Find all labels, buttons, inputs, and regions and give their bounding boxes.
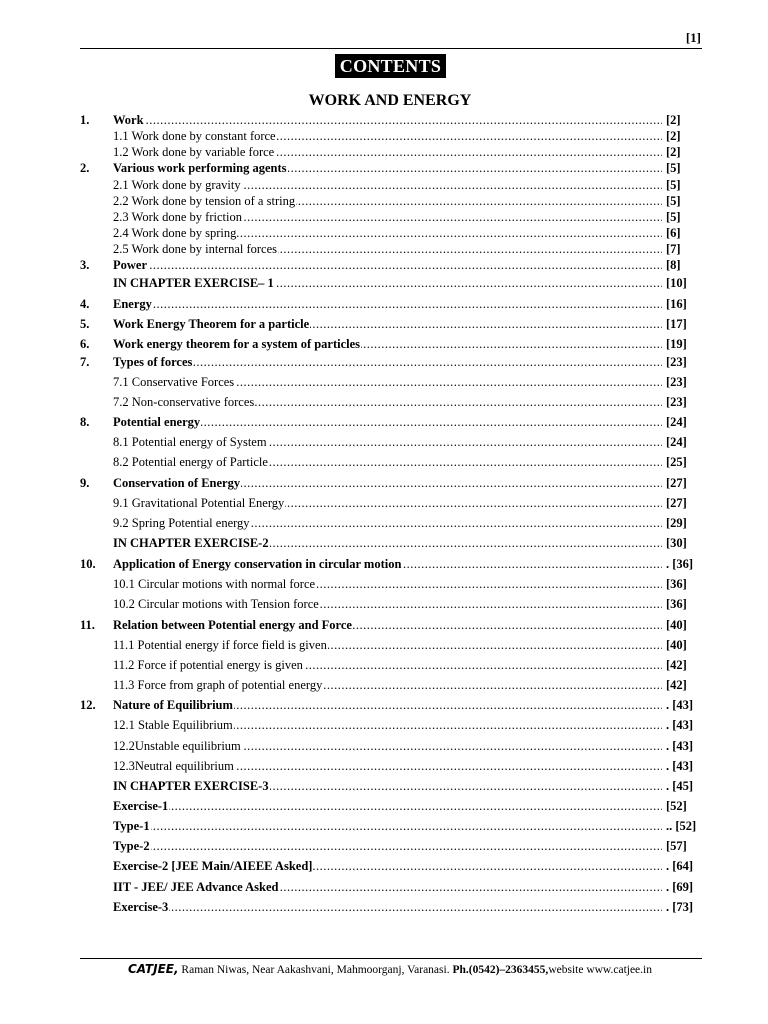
toc-title: 11.1 Potential energy if force field is given	[113, 638, 327, 652]
toc-number: 6.	[80, 337, 90, 351]
toc-page: [42]	[666, 677, 702, 694]
toc-title: 1.2 Work done by variable force	[113, 145, 275, 159]
contents-heading: CONTENTS	[335, 54, 446, 78]
toc-row	[0, 556, 768, 573]
dot-leader	[113, 798, 662, 815]
toc-row	[0, 738, 768, 755]
toc-title: Conservation of Energy	[113, 476, 241, 490]
toc-row	[0, 193, 768, 210]
toc-row	[0, 177, 768, 194]
dot-leader	[113, 296, 662, 313]
toc-page: [40]	[666, 637, 702, 654]
toc-number: 12.	[80, 698, 96, 712]
toc-row	[0, 778, 768, 795]
toc-title: Work Energy Theorem for a particle	[113, 317, 310, 331]
toc-number: 9.	[80, 476, 90, 490]
toc-row	[0, 475, 768, 492]
toc-title: Exercise-2 [JEE Main/AIEEE Asked]	[113, 859, 313, 873]
toc-title: 2.5 Work done by internal forces	[113, 242, 277, 256]
page-number: [1]	[685, 30, 701, 45]
dot-leader	[113, 838, 662, 855]
toc-page: [24]	[666, 414, 702, 431]
toc-row	[0, 838, 768, 855]
toc-title: 9.2 Spring Potential energy	[113, 516, 250, 530]
toc-row	[0, 515, 768, 532]
toc-title: IN CHAPTER EXERCISE-2	[113, 536, 269, 550]
toc-row	[0, 495, 768, 512]
toc-row	[0, 336, 768, 353]
toc-row	[0, 394, 768, 411]
toc-page: [29]	[666, 515, 702, 532]
toc-row	[0, 798, 768, 815]
toc-row	[0, 657, 768, 674]
toc-title: 11.3 Force from graph of potential energy	[113, 678, 323, 692]
toc-page: [5]	[666, 209, 702, 226]
toc-title: Type-2	[113, 839, 150, 853]
toc-row	[0, 858, 768, 875]
toc-row	[0, 434, 768, 451]
toc-row	[0, 316, 768, 333]
toc-row	[0, 758, 768, 775]
toc-number: 3.	[80, 258, 90, 272]
toc-title: 12.3Neutral equilibrium	[113, 759, 234, 773]
toc-page: . [64]	[666, 858, 702, 875]
toc-page: [24]	[666, 434, 702, 451]
toc-title: Nature of Equilibrium	[113, 698, 233, 712]
toc-title: Work energy theorem for a system of particles	[113, 337, 361, 351]
footer-website: website www.catjee.in	[548, 964, 652, 976]
toc-row	[0, 241, 768, 258]
toc-title: Potential energy	[113, 415, 201, 429]
toc-page: [5]	[666, 160, 702, 177]
toc-number: 4.	[80, 297, 90, 311]
toc-title: Exercise-1	[113, 799, 169, 813]
toc-row	[0, 112, 768, 129]
toc-page: . [43]	[666, 697, 702, 714]
toc-page: [42]	[666, 657, 702, 674]
toc-title: 2.3 Work done by friction	[113, 210, 242, 224]
toc-row	[0, 160, 768, 177]
toc-title: IIT - JEE/ JEE Advance Asked	[113, 880, 279, 894]
toc-page: [23]	[666, 394, 702, 411]
toc-page: [2]	[666, 112, 702, 129]
toc-title: IN CHAPTER EXERCISE-3	[113, 779, 269, 793]
toc-page: . [69]	[666, 879, 702, 896]
toc-title: Relation between Potential energy and Force	[113, 618, 352, 632]
dot-leader	[113, 899, 662, 916]
toc-title: Various work performing agents	[113, 161, 287, 175]
toc-page: [36]	[666, 596, 702, 613]
toc-row	[0, 576, 768, 593]
toc-row	[0, 535, 768, 552]
toc-row	[0, 414, 768, 431]
header-rule	[80, 48, 702, 49]
toc-page: [17]	[666, 316, 702, 333]
toc-title: Energy	[113, 297, 152, 311]
toc-page: [8]	[666, 257, 702, 274]
toc-page: [7]	[666, 241, 702, 258]
toc-title: Exercise-3	[113, 900, 169, 914]
toc-title: 8.1 Potential energy of System	[113, 435, 267, 449]
toc-page: . [45]	[666, 778, 702, 795]
toc-page: . [43]	[666, 717, 702, 734]
toc-number: 1.	[80, 113, 90, 127]
footer	[0, 962, 768, 976]
toc-page: [6]	[666, 225, 702, 242]
toc-row	[0, 697, 768, 714]
toc-title: 12.1 Stable Equilibrium	[113, 718, 233, 732]
dot-leader	[113, 354, 662, 371]
toc-page: [52]	[666, 798, 702, 815]
toc-row	[0, 225, 768, 242]
toc-title: 11.2 Force if potential energy is given	[113, 658, 303, 672]
toc-row	[0, 899, 768, 916]
toc-row	[0, 209, 768, 226]
toc-row	[0, 144, 768, 161]
toc-row	[0, 677, 768, 694]
toc-number: 2.	[80, 161, 90, 175]
toc-number: 10.	[80, 557, 96, 571]
toc-page: [16]	[666, 296, 702, 313]
toc-page: . [36]	[666, 556, 702, 573]
toc-row	[0, 617, 768, 634]
toc-title: 7.1 Conservative Forces	[113, 375, 235, 389]
toc-page: [23]	[666, 354, 702, 371]
chapter-title: WORK AND ENERGY	[308, 92, 472, 109]
toc-row	[0, 717, 768, 734]
toc-title: Types of forces	[113, 355, 193, 369]
toc-page: .. [52]	[666, 818, 702, 835]
toc-number: 5.	[80, 317, 90, 331]
toc-title: Type-1	[113, 819, 150, 833]
toc-title: IN CHAPTER EXERCISE– 1	[113, 276, 274, 290]
toc-row	[0, 257, 768, 274]
dot-leader	[113, 112, 662, 129]
toc-page: . [73]	[666, 899, 702, 916]
toc-page: [2]	[666, 144, 702, 161]
toc-page: . [43]	[666, 738, 702, 755]
toc-row	[0, 818, 768, 835]
toc-page: [27]	[666, 495, 702, 512]
toc-title: 12.2Unstable equilibrium	[113, 739, 241, 753]
toc-title: 10.2 Circular motions with Tension force	[113, 597, 319, 611]
toc-title: Power	[113, 258, 148, 272]
toc-number: 11.	[80, 618, 95, 632]
dot-leader	[113, 257, 662, 274]
toc-number: 7.	[80, 355, 90, 369]
toc-page: [30]	[666, 535, 702, 552]
toc-page: [25]	[666, 454, 702, 471]
footer-phone: Ph.(0542)–2363455,	[452, 964, 549, 976]
toc-title: 2.1 Work done by gravity	[113, 178, 241, 192]
footer-address: Raman Niwas, Near Aakashvani, Mahmoorganj, Varanasi.	[178, 964, 453, 976]
toc-title: 2.4 Work done by spring	[113, 226, 237, 240]
toc-title: 8.2 Potential energy of Particle	[113, 455, 268, 469]
toc-row	[0, 354, 768, 371]
toc-title: Work	[113, 113, 144, 127]
toc-title: Application of Energy conservation in circular motion	[113, 557, 402, 571]
toc-row	[0, 275, 768, 292]
toc-page: [5]	[666, 177, 702, 194]
toc-page: [57]	[666, 838, 702, 855]
toc-page: [5]	[666, 193, 702, 210]
toc-page: [19]	[666, 336, 702, 353]
toc-page: [23]	[666, 374, 702, 391]
toc-title: 10.1 Circular motions with normal force	[113, 577, 316, 591]
toc-title: 7.2 Non-conservative forces	[113, 395, 255, 409]
toc-row	[0, 374, 768, 391]
toc-row	[0, 879, 768, 896]
toc-row	[0, 296, 768, 313]
toc-page: [36]	[666, 576, 702, 593]
toc-page: . [43]	[666, 758, 702, 775]
toc-title: 9.1 Gravitational Potential Energy	[113, 496, 285, 510]
footer-brand: CATJEE,	[127, 962, 179, 976]
toc-row	[0, 128, 768, 145]
dot-leader	[113, 818, 662, 835]
toc-number: 8.	[80, 415, 90, 429]
toc-title: 2.2 Work done by tension of a string	[113, 194, 296, 208]
toc-title: 1.1 Work done by constant force	[113, 129, 276, 143]
footer-rule	[80, 958, 702, 959]
toc-page: [40]	[666, 617, 702, 634]
toc-row	[0, 637, 768, 654]
toc-page: [10]	[666, 275, 702, 292]
toc-page: [27]	[666, 475, 702, 492]
toc-page: [2]	[666, 128, 702, 145]
toc-row	[0, 596, 768, 613]
toc-row	[0, 454, 768, 471]
